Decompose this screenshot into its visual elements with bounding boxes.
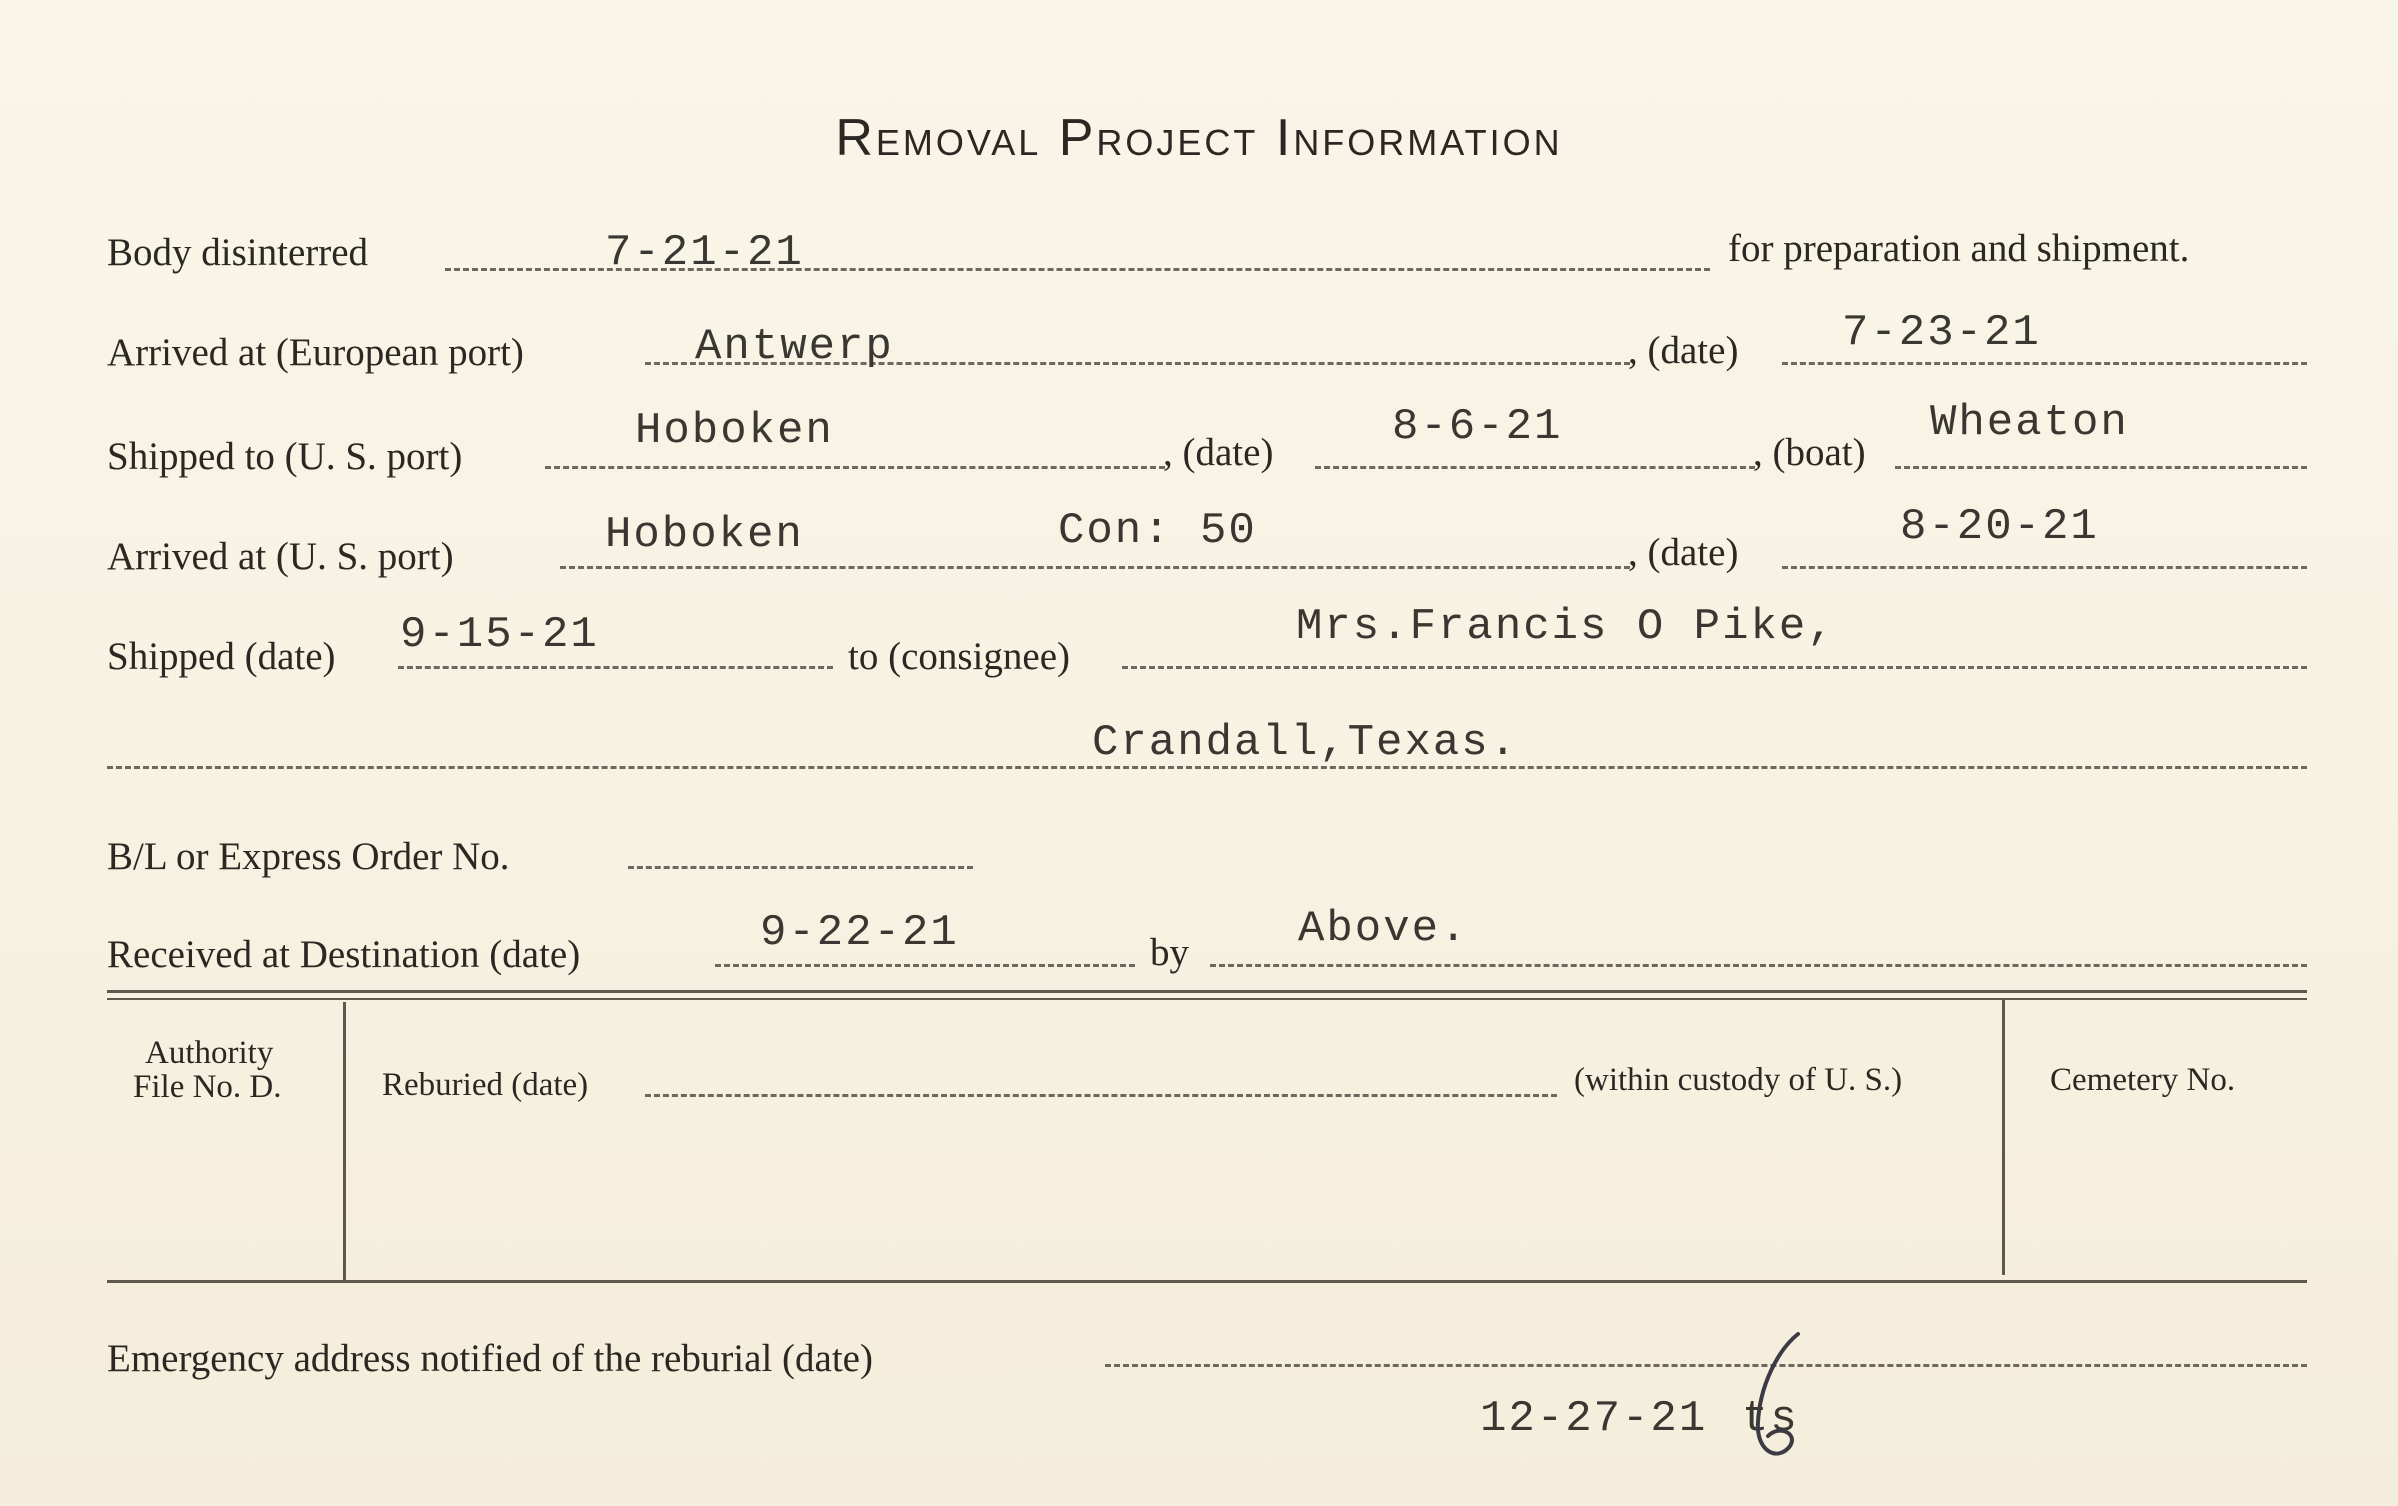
label-preparation-shipment: for preparation and shipment.: [1728, 227, 2190, 270]
line-received-date: [715, 964, 1135, 967]
line-emergency-date: [1105, 1364, 2307, 1367]
label-bl-order: B/L or Express Order No.: [107, 835, 510, 878]
value-received-date: 9-22-21: [760, 908, 959, 958]
label-emergency-address: Emergency address notified of the reburial (date): [107, 1337, 873, 1380]
line-european-date: [1782, 362, 2307, 365]
label-us-date: , (date): [1163, 431, 1274, 474]
value-shipped-date: 9-15-21: [400, 610, 599, 660]
handwritten-initial-mark: [1738, 1330, 1818, 1470]
label-reburied-date: Reburied (date): [382, 1067, 589, 1103]
line-arrived-us-port: [560, 566, 1630, 569]
line-bl-order: [628, 866, 973, 869]
value-european-port: Antwerp: [695, 322, 894, 372]
value-body-disinterred: 7-21-21: [605, 228, 804, 278]
value-arrived-us-port: Hoboken: [605, 510, 804, 560]
line-reburied-date: [645, 1094, 1557, 1097]
line-received-by: [1210, 964, 2307, 967]
line-us-date: [1315, 466, 1755, 469]
label-file-no: File No. D.: [133, 1069, 282, 1105]
value-arrived-us-date: 8-20-21: [1900, 502, 2099, 552]
line-us-port: [545, 466, 1165, 469]
line-shipped-date: [398, 666, 833, 669]
label-authority: Authority: [145, 1035, 274, 1071]
value-clerk-initials: ts: [1742, 1394, 1799, 1444]
value-container-number: Con: 50: [1058, 506, 1257, 556]
line-consignee: [1122, 666, 2307, 669]
label-received-date: Received at Destination (date): [107, 933, 581, 976]
label-custody: (within custody of U. S.): [1574, 1062, 1903, 1098]
label-shipped-date: Shipped (date): [107, 635, 336, 678]
label-received-by: by: [1150, 931, 1189, 974]
label-arrived-european: Arrived at (European port): [107, 331, 524, 374]
label-arrived-us-date: , (date): [1628, 531, 1739, 574]
value-us-port: Hoboken: [635, 406, 834, 456]
label-cemetery-no: Cemetery No.: [2050, 1062, 2236, 1098]
table-divider-right: [2002, 1000, 2005, 1275]
line-arrived-us-date: [1782, 566, 2307, 569]
label-arrived-us: Arrived at (U. S. port): [107, 535, 454, 578]
table-bottom-rule: [107, 1280, 2307, 1283]
label-boat: , (boat): [1753, 431, 1866, 474]
value-consignee-address: Crandall,Texas.: [1092, 718, 1519, 768]
value-received-by: Above.: [1298, 904, 1469, 954]
value-consignee: Mrs.Francis O Pike,: [1296, 602, 1836, 652]
value-boat: Wheaton: [1930, 398, 2129, 448]
value-emergency-date: 12-27-21: [1480, 1394, 1708, 1444]
table-divider-left: [343, 1002, 346, 1282]
form-title: Removal Project Information: [835, 109, 1563, 167]
label-consignee: to (consignee): [848, 635, 1071, 678]
label-european-date: , (date): [1628, 329, 1739, 372]
label-body-disinterred: Body disinterred: [107, 231, 369, 274]
value-us-date: 8-6-21: [1392, 402, 1563, 452]
table-top-rule-second: [107, 998, 2307, 1000]
line-boat: [1895, 466, 2307, 469]
value-european-date: 7-23-21: [1842, 308, 2041, 358]
table-top-rule: [107, 990, 2307, 993]
label-shipped-us: Shipped to (U. S. port): [107, 435, 463, 478]
